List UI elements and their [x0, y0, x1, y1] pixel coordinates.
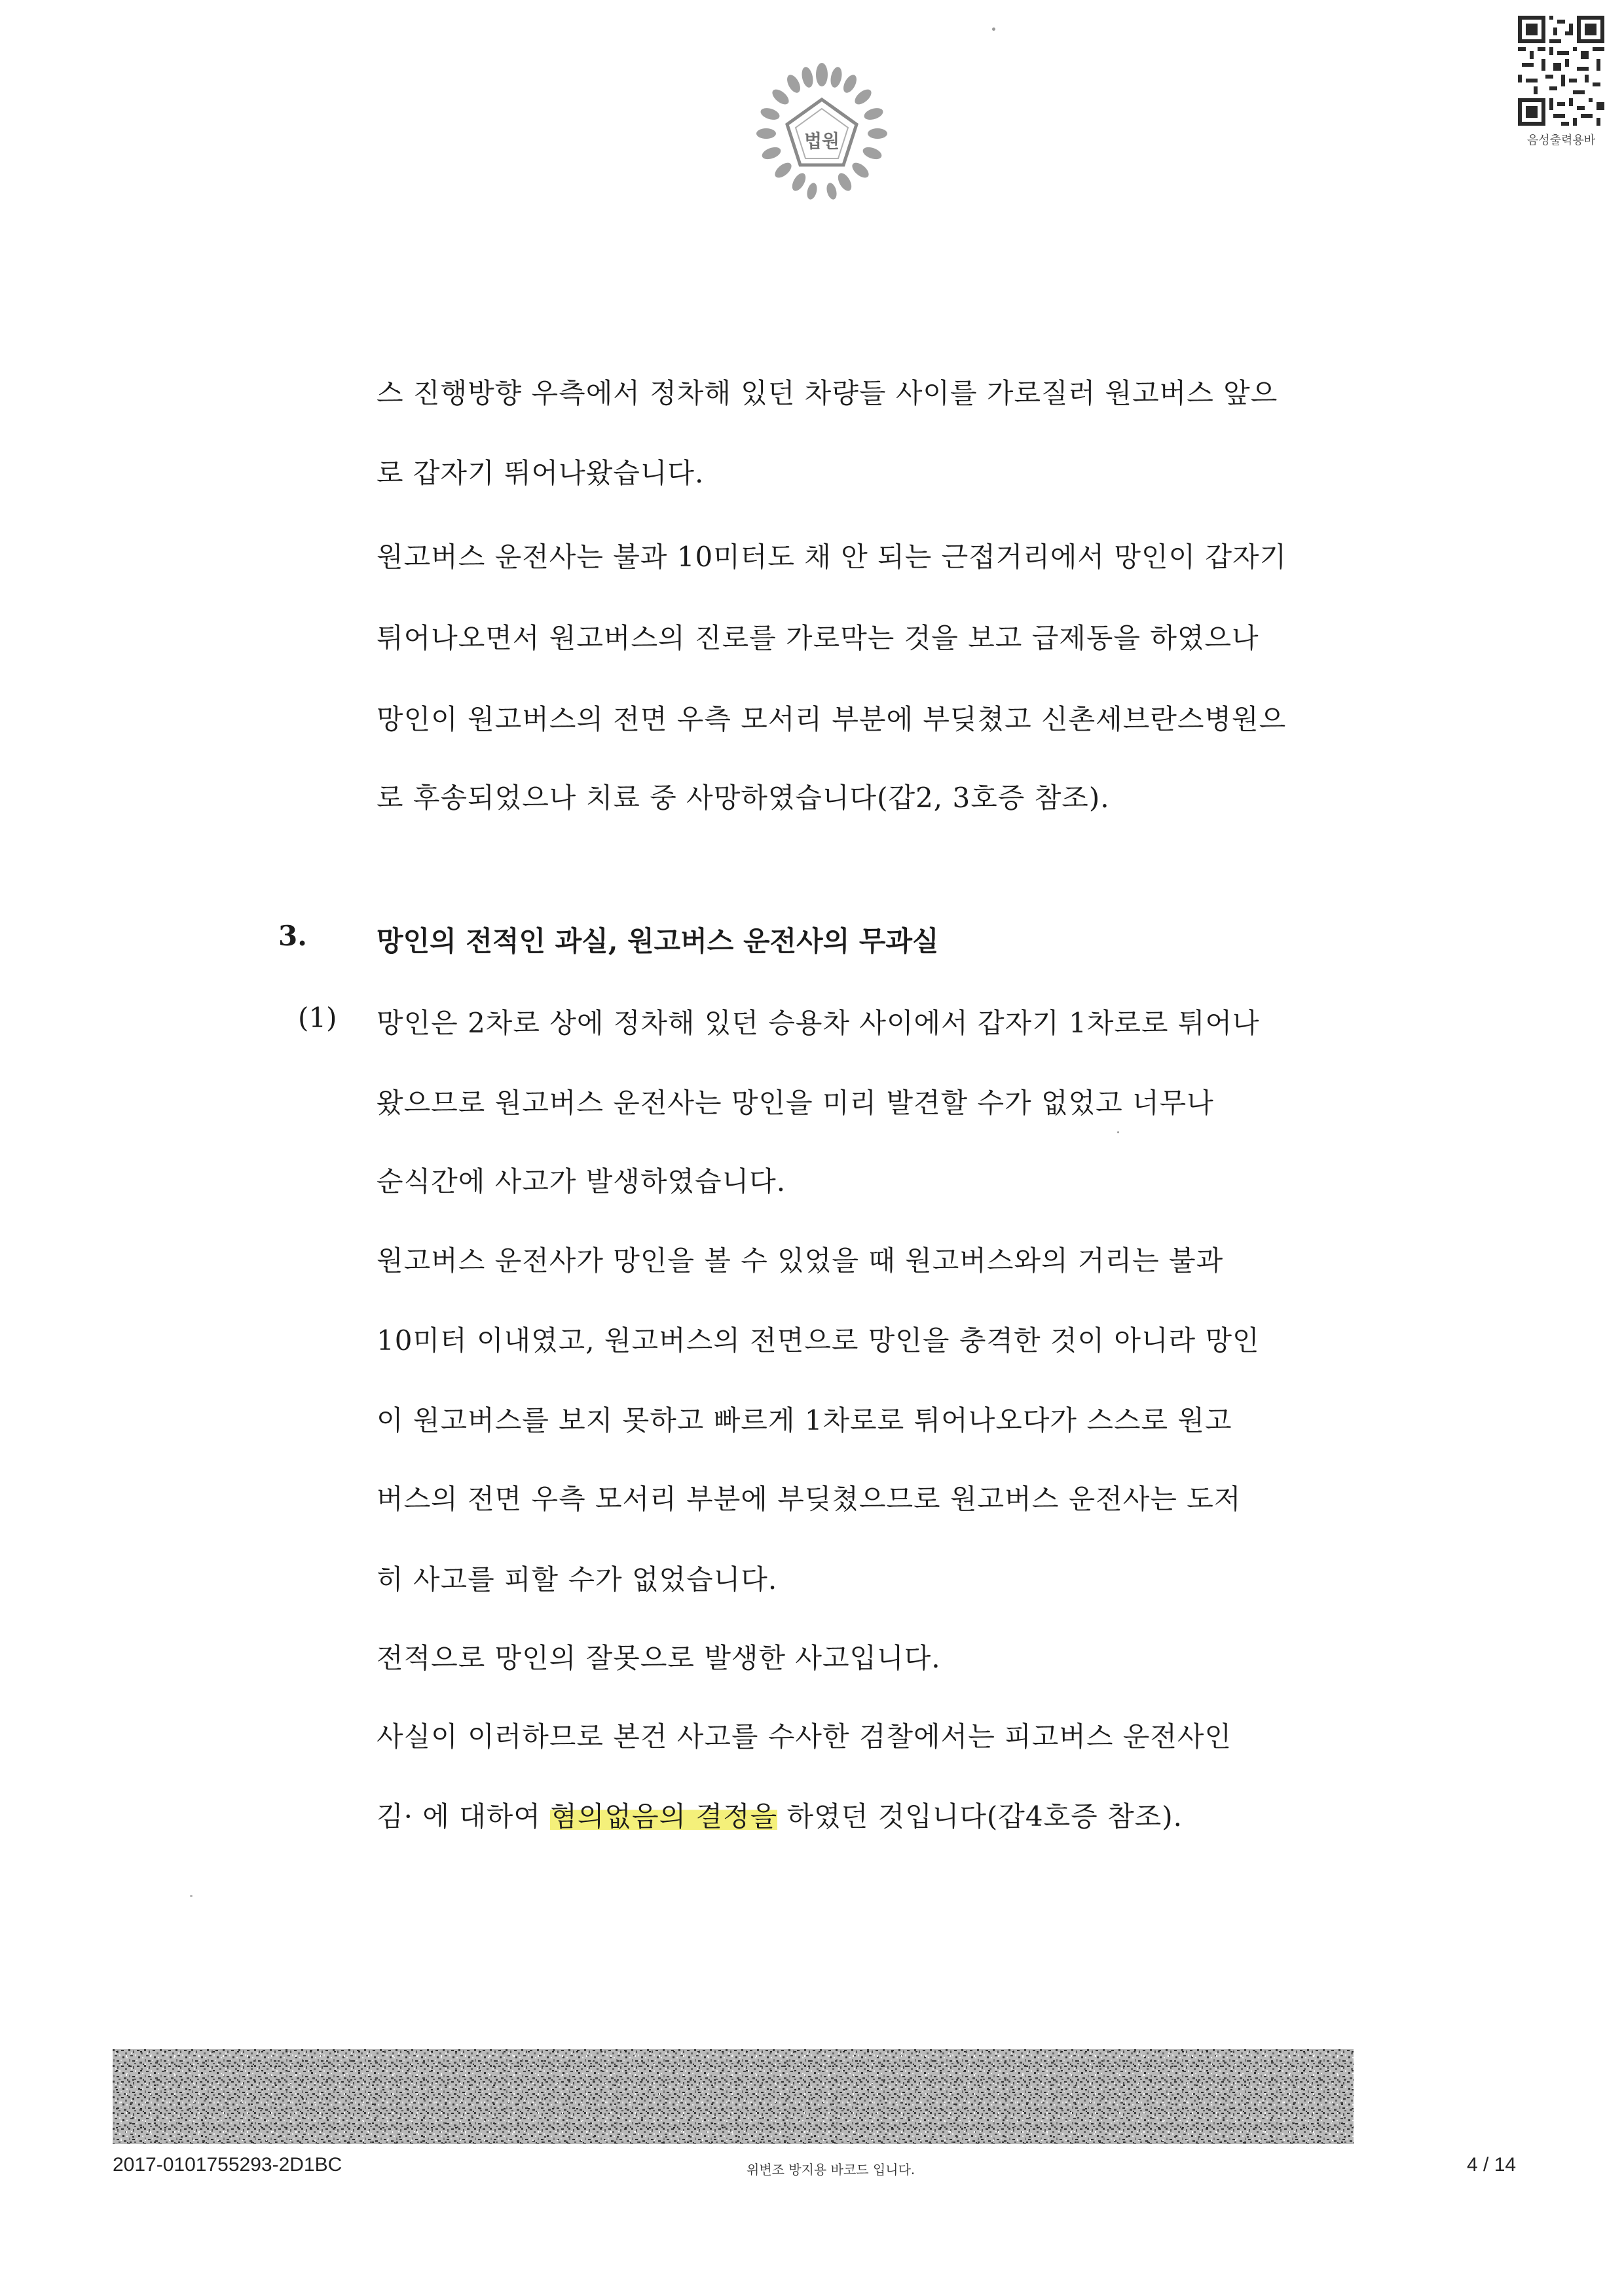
section-heading: 망인의 전적인 과실, 원고버스 운전사의 무과실: [377, 925, 939, 957]
qr-label: 음성출력용바: [1526, 134, 1596, 147]
item-number: (1): [298, 1002, 337, 1034]
item-line: 순식간에 사고가 발생하였습니다.: [377, 1165, 786, 1197]
barcode-note: 위변조 방지용 바코드 입니다.: [747, 2162, 915, 2178]
body-line: 튀어나오면서 원고버스의 진로를 가로막는 것을 보고 급제동을 하였으나: [377, 622, 1259, 654]
body-line: 원고버스 운전사는 불과 10미터도 채 안 되는 근접거리에서 망인이 갑자기: [377, 541, 1287, 573]
body-line: 스 진행방향 우측에서 정차해 있던 차량들 사이를 가로질러 원고버스 앞으: [377, 377, 1278, 409]
item-line: 전적으로 망인의 잘못으로 발생한 사고입니다.: [377, 1642, 941, 1674]
item-line: 사실이 이러하므로 본건 사고를 수사한 검찰에서는 피고버스 운전사인: [377, 1721, 1232, 1753]
item-line: 10미터 이내였고, 원고버스의 전면으로 망인을 충격한 것이 아니라 망인: [377, 1324, 1260, 1357]
item-line: 망인은 2차로 상에 정차해 있던 승용차 사이에서 갑자기 1차로로 튀어나: [377, 1007, 1260, 1039]
scan-speck: [992, 27, 995, 31]
item-line: 이 원고버스를 보지 못하고 빠르게 1차로로 튀어나오다가 스스로 원고: [377, 1404, 1232, 1436]
anti-forgery-barcode: [113, 2049, 1354, 2144]
item-line: 히 사고를 피할 수가 없었습니다.: [377, 1563, 778, 1595]
item-line: 원고버스 운전사가 망인을 볼 수 있었을 때 원고버스와의 거리는 불과: [377, 1245, 1224, 1277]
document-id: 2017-0101755293-2D1BC: [113, 2154, 342, 2176]
item-line: 버스의 전면 우측 모서리 부분에 부딪쳤으므로 원고버스 운전사는 도저: [377, 1483, 1242, 1515]
section-number: 3.: [278, 920, 307, 952]
scan-speck: [190, 1895, 193, 1897]
body-line: 망인이 원고버스의 전면 우측 모서리 부분에 부딪쳤고 신촌세브란스병원으: [377, 703, 1287, 735]
item-line: 왔으므로 원고버스 운전사는 망인을 미리 발견할 수가 없었고 너무나: [377, 1087, 1214, 1119]
scan-speck: [1117, 1131, 1119, 1133]
page-number: 4 / 14: [1467, 2154, 1517, 2176]
qr-code: [1518, 14, 1604, 127]
text-segment: 하였던 것입니다(갑4호증 참조).: [777, 1800, 1183, 1832]
body-line: 로 후송되었으나 치료 중 사망하였습니다(갑2, 3호증 참조).: [377, 782, 1110, 814]
emblem-label: 법원: [803, 130, 840, 152]
body-line: 로 갑자기 뛰어나왔습니다.: [377, 457, 705, 489]
text-segment: 김· 에 대하여: [377, 1800, 551, 1832]
item-last-line: [377, 1795, 1183, 1834]
highlighted-text: 혐의없음의 결정을: [550, 1800, 778, 1832]
